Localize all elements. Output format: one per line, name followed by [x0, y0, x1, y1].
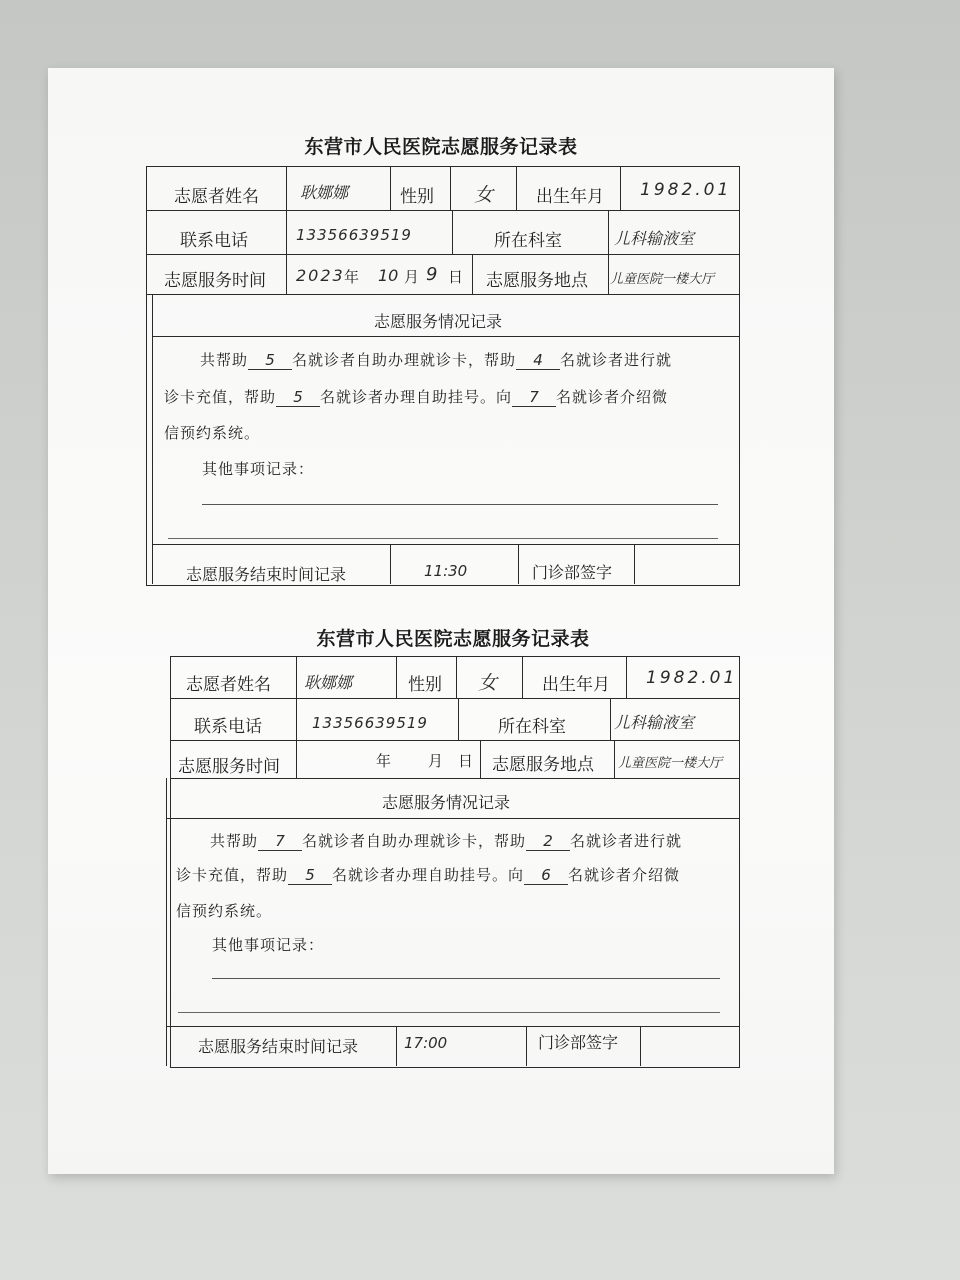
phone-value: 13356639519 [296, 226, 412, 244]
name-value: 耿娜娜 [300, 183, 349, 202]
record-header: 志愿服务情况记录 [374, 312, 503, 331]
register-count: 5 [288, 866, 332, 885]
recharge-count: 4 [516, 351, 560, 370]
phone-value: 13356639519 [312, 714, 428, 732]
record-line-3: 信预约系统。 [164, 424, 261, 442]
wechat-intro-count: 7 [512, 388, 556, 407]
service-month: 10 [378, 266, 399, 285]
birth-value: 1982.01 [640, 180, 732, 200]
wechat-intro-count: 6 [524, 866, 568, 885]
end-time-value: 11:30 [424, 562, 468, 580]
form-title: 东营市人民医院志愿服务记录表 [304, 136, 578, 158]
phone-label: 联系电话 [194, 717, 262, 737]
record-line-3: 信预约系统。 [176, 902, 273, 920]
record-line-2: 诊卡充值，帮助 5 名就诊者办理自助挂号。向 7 名就诊者介绍微 [164, 388, 669, 406]
record-form-2 [48, 68, 834, 1174]
help-card-count: 5 [248, 351, 292, 370]
gender-value: 女 [478, 672, 498, 694]
sign-label: 门诊部签字 [532, 563, 613, 582]
end-time-label: 志愿服务结束时间记录 [186, 565, 347, 584]
other-items-line [212, 978, 720, 979]
other-items-label: 其他事项记录： [202, 460, 315, 478]
paper-sheet [48, 68, 834, 1174]
form-title: 东营市人民医院志愿服务记录表 [316, 628, 590, 650]
record-line-1: 共帮助 5 名就诊者自助办理就诊卡，帮助 4 名就诊者进行就 [200, 351, 673, 369]
record-line-2: 诊卡充值，帮助 5 名就诊者办理自助挂号。向 6 名就诊者介绍微 [176, 866, 681, 884]
birth-label: 出生年月 [536, 187, 604, 207]
service-time-label: 志愿服务时间 [178, 757, 280, 777]
end-time-label: 志愿服务结束时间记录 [198, 1037, 359, 1056]
record-header: 志愿服务情况记录 [382, 793, 511, 812]
year-label: 年 [376, 752, 392, 770]
name-label: 志愿者姓名 [186, 675, 271, 695]
dept-label: 所在科室 [494, 231, 562, 251]
day-label: 日 [448, 268, 464, 286]
help-card-count: 7 [258, 832, 302, 851]
service-place-value: 儿童医院一楼大厅 [610, 272, 715, 287]
register-count: 5 [276, 388, 320, 407]
gender-label: 性别 [400, 187, 434, 207]
other-items-label: 其他事项记录： [212, 936, 325, 954]
name-label: 志愿者姓名 [174, 187, 259, 207]
gender-label: 性别 [408, 675, 442, 695]
service-day: 9 [426, 264, 438, 285]
service-place-label: 志愿服务地点 [492, 755, 594, 775]
day-label: 日 [458, 752, 474, 770]
gender-value: 女 [474, 184, 494, 206]
dept-label: 所在科室 [498, 717, 566, 737]
birth-value: 1982.01 [646, 668, 738, 688]
name-value: 耿娜娜 [304, 673, 353, 692]
month-label: 月 [428, 752, 444, 770]
service-place-value: 儿童医院一楼大厅 [618, 756, 723, 771]
birth-label: 出生年月 [542, 675, 610, 695]
record-line-1: 共帮助 7 名就诊者自助办理就诊卡，帮助 2 名就诊者进行就 [210, 832, 683, 850]
sign-label: 门诊部签字 [538, 1033, 619, 1052]
phone-label: 联系电话 [180, 231, 248, 251]
month-label: 月 [404, 268, 420, 286]
dept-value: 儿科输液室 [614, 229, 695, 248]
recharge-count: 2 [526, 832, 570, 851]
service-place-label: 志愿服务地点 [486, 271, 588, 291]
dept-value: 儿科输液室 [614, 713, 695, 732]
year-label: 年 [344, 268, 360, 286]
end-time-value: 17:00 [404, 1034, 448, 1052]
service-year: 2023 [296, 266, 345, 285]
service-time-label: 志愿服务时间 [164, 271, 266, 291]
